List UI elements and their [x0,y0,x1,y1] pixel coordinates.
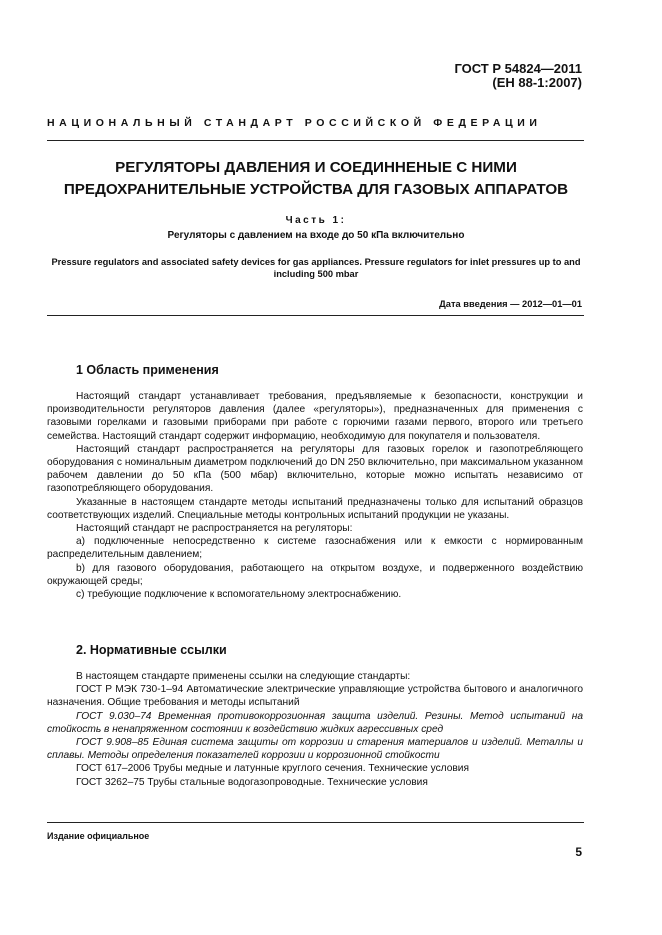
paragraph: Настоящий стандарт устанавливает требования, предъявляемые к безопасности, конструкции и производительности регуляторов давления (далее «регуляторы»), предназначенных для применения с газовыми горелками и газовыми приборами при работе с горючими газами первого, второго или третьего семейства. Настоящий стандарт содержит информацию, необходимую для покупателя и пользователя. [47,391,583,442]
part-label: Часть 1: [285,215,347,226]
paragraph: Настоящий стандарт распространяется на регуляторы для газовых горелок и газопотребляющего оборудования с номинальным диаметром подключений до DN 250 включительно, при максимальном указанном рабочем давлении до 50 кПа (500 мбар) включительно, которые можно испытать независимо от газопотребляющего оборудования. [47,443,583,495]
edition-label: Издание официальное [47,831,150,841]
divider-date [47,315,584,316]
standard-designation [454,62,582,90]
divider-footer [47,822,584,823]
part-block [40,213,592,243]
reference-item: ГОСТ 9.908–85 Единая система защиты от коррозии и старения материалов и изделий. Металлы и сплавы. Методы определения показателей коррозии и коррозионной стойкости [47,737,583,762]
standard-number: ГОСТ Р 54824—2011 [454,61,582,76]
reference-item: ГОСТ Р МЭК 730-1–94 Автоматические электрические управляющие устройства бытового и аналогичного назначения. Общие требования и методы испытаний [47,684,583,709]
section-2-body [47,670,583,789]
list-item: а) подключенные непосредственно к системе газоснабжения или к емкости с нормированным распределительным давлением; [47,536,583,561]
part-title: Регуляторы с давлением на входе до 50 кПа включительно [167,230,465,241]
section-1-body [47,390,583,601]
reference-item: ГОСТ 9.030–74 Временная противокоррозионная защита изделий. Резины. Метод испытаний на стойкость в ненапряженном состоянии к воздействию жидких агрессивных сред [47,710,583,735]
reference-item: ГОСТ 617–2006 Трубы медные и латунные круглого сечения. Технические условия [76,763,470,775]
section-1-heading: 1 Область применения [76,363,219,377]
en-equivalent: (ЕН 88-1:2007) [492,75,582,90]
list-item: b) для газового оборудования, работающего на открытом воздухе, и подверженного воздействию окружающей среды; [47,562,583,587]
list-item: с) требующие подключение к вспомогательному электроснабжению. [76,589,402,601]
paragraph: Указанные в настоящем стандарте методы испытаний предназначены только для испытаний образцов соответствующих изделий. Специальные методы контрольных испытаний продукции не указаны. [47,496,583,521]
introduction-date: Дата введения — 2012—01—01 [439,299,582,309]
reference-item: ГОСТ 3262–75 Трубы стальные водогазопроводные. Технические условия [76,776,428,788]
page-number: 5 [575,845,582,859]
paragraph: Настоящий стандарт не распространяется на регуляторы: [76,523,353,535]
document-title [40,157,592,201]
english-title: Pressure regulators and associated safety devices for gas appliances. Pressure regulators for inlet pressures up to and including 500 mbar [51,257,581,279]
section-2-heading: 2. Нормативные ссылки [76,643,227,657]
title-line-2: ПРЕДОХРАНИТЕЛЬНЫЕ УСТРОЙСТВА ДЛЯ ГАЗОВЫХ АППАРАТОВ [63,181,569,198]
divider-top [47,140,584,141]
title-line-1: РЕГУЛЯТОРЫ ДАВЛЕНИЯ И СОЕДИННЕНЫЕ С НИМИ [115,159,517,176]
references-intro: В настоящем стандарте применены ссылки на следующие стандарты: [76,671,411,682]
national-standard-banner: НАЦИОНАЛЬНЫЙ СТАНДАРТ РОССИЙСКОЙ ФЕДЕРАЦИИ [47,117,542,129]
